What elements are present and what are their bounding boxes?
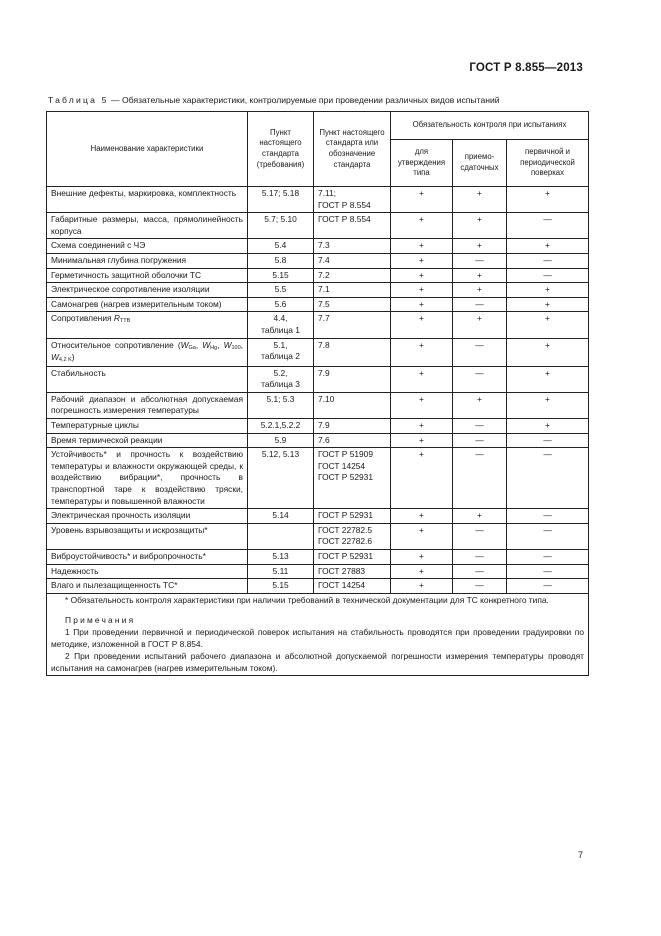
cell-periodic: — [507,509,589,524]
table-row [47,579,589,594]
header-control-group: Обязательность контроля при испытаниях [391,112,589,140]
cell-clause: 5.9 [248,433,314,448]
characteristic-text: Габаритные размеры, масса, прямолинейность корпуса [51,214,243,236]
cell-periodic: — [507,268,589,283]
cell-characteristic [47,338,248,366]
header-acceptance: приемо-сдаточных [453,140,507,187]
cell-type-approval: + [391,579,453,594]
cell-acceptance: — [453,433,507,448]
cell-type-approval: + [391,392,453,418]
characteristic-text: Время термической реакции [51,434,163,445]
subscript: 100 [231,344,241,351]
table-row [47,297,589,312]
cell-acceptance: + [453,312,507,338]
cell-acceptance: — [453,338,507,366]
cell-characteristic [47,283,248,298]
cell-standard: ГОСТ 27883 [314,564,391,579]
cell-characteristic [47,187,248,213]
cell-standard: 7.9 [314,366,391,392]
cell-periodic: + [507,366,589,392]
cell-standard: 7.11; ГОСТ Р 8.554 [314,187,391,213]
table-row [47,213,589,239]
cell-periodic: — [507,579,589,594]
cell-periodic: — [507,550,589,565]
cell-characteristic [47,253,248,268]
characteristic-text: Минимальная глубина погружения [51,254,187,265]
cell-clause: 5.6 [248,297,314,312]
cell-standard: ГОСТ 22782.5 ГОСТ 22782.6 [314,523,391,549]
cell-periodic: + [507,239,589,254]
cell-acceptance: + [453,268,507,283]
cell-periodic: + [507,392,589,418]
cell-type-approval: + [391,312,453,338]
cell-periodic: — [507,523,589,549]
table-row [47,550,589,565]
table-row [47,366,589,392]
cell-clause [248,523,314,549]
cell-standard: 7.6 [314,433,391,448]
cell-clause: 5.1; 5.3 [248,392,314,418]
cell-periodic: + [507,187,589,213]
table-caption [48,95,500,105]
cell-type-approval: + [391,433,453,448]
cell-acceptance: + [453,509,507,524]
cell-clause: 5.5 [248,283,314,298]
cell-acceptance: — [453,523,507,549]
cell-clause: 4.4, таблица 1 [248,312,314,338]
table-row [47,392,589,418]
cell-characteristic [47,213,248,239]
cell-periodic: — [507,433,589,448]
cell-characteristic [47,268,248,283]
cell-characteristic [47,297,248,312]
cell-characteristic [47,392,248,418]
table-row [47,419,589,434]
table-row [47,338,589,366]
cell-periodic: + [507,283,589,298]
characteristic-text: Схема соединений с ЧЭ [51,240,146,251]
cell-type-approval: + [391,187,453,213]
cell-standard: 7.1 [314,283,391,298]
cell-clause: 5.11 [248,564,314,579]
characteristic-text: Виброустойчивость* и вибропрочность* [51,551,206,561]
table-notes [47,593,589,676]
cell-clause: 5.15 [248,268,314,283]
table-row [47,312,589,338]
cell-acceptance: + [453,187,507,213]
header-clause: Пункт настоящего стандарта (требования) [248,112,314,187]
document-header: ГОСТ Р 8.855—2013 [469,62,583,74]
cell-acceptance: + [453,213,507,239]
cell-acceptance: + [453,239,507,254]
cell-standard: 7.5 [314,297,391,312]
table-row [47,433,589,448]
characteristic-text: Герметичность защитной оболочки ТС [51,269,202,280]
cell-characteristic [47,419,248,434]
cell-periodic: — [507,213,589,239]
cell-standard: ГОСТ Р 51909 ГОСТ 14254 ГОСТ Р 52931 [314,448,391,509]
cell-acceptance: — [453,550,507,565]
cell-acceptance: — [453,366,507,392]
cell-characteristic [47,564,248,579]
cell-clause: 5.2, таблица 3 [248,366,314,392]
cell-standard: 7.4 [314,253,391,268]
characteristic-text: Надежность [51,565,99,576]
cell-type-approval: + [391,338,453,366]
cell-standard: 7.10 [314,392,391,418]
cell-type-approval: + [391,550,453,565]
characteristic-text: Рабочий диапазон и абсолютная допускаемая погрешность измерения температуры [51,393,243,416]
table-row [47,564,589,579]
footnote: * Обязательность контроля характеристики при наличии требований в технической документации для ТС конкретного типа. [65,594,549,605]
cell-clause: 5.13 [248,550,314,565]
cell-periodic: + [507,419,589,434]
table-row [47,187,589,213]
cell-type-approval: + [391,419,453,434]
cell-clause: 5.8 [248,253,314,268]
cell-clause: 5.2.1,5.2.2 [248,419,314,434]
subscript: Hg [210,344,218,351]
characteristic-text: Сопротивления RТТВ [51,313,131,325]
cell-characteristic [47,579,248,594]
characteristic-text: Уровень взрывозащиты и искрозащиты* [51,524,208,535]
table-row [47,283,589,298]
cell-acceptance: + [453,392,507,418]
cell-standard: 7.3 [314,239,391,254]
cell-characteristic [47,509,248,524]
cell-characteristic [47,433,248,448]
cell-standard: 7.9 [314,419,391,434]
characteristic-text: Электрическое сопротивление изоляции [51,284,210,295]
cell-acceptance: — [453,253,507,268]
cell-type-approval: + [391,366,453,392]
header-standard: Пункт настоящего стандарта или обозначение стандарта [314,112,391,187]
cell-acceptance: — [453,419,507,434]
cell-clause: 5.4 [248,239,314,254]
cell-periodic: + [507,297,589,312]
cell-clause: 5.14 [248,509,314,524]
characteristic-text: Устойчивость* и прочность к воздействию температуры и влажности окружающей среды, к воздействию вибрации*, прочность в транспортной таре к воздействию тряски, температуры и повышенной влажности [51,449,243,506]
note-1: 1 При проведении первичной и периодической поверок испытания на стабильность проводятся при проведении градуировки по методике, изложенной в ГОСТ Р 8.854. [51,627,584,650]
cell-periodic: + [507,312,589,338]
cell-clause: 5.1, таблица 2 [248,338,314,366]
header-periodic: первичной и периодической поверках [507,140,589,187]
cell-characteristic [47,550,248,565]
cell-periodic: — [507,253,589,268]
characteristic-text: Внешние дефекты, маркировка, комплектность [51,188,237,198]
cell-type-approval: + [391,297,453,312]
header-type-approval: для утверждения типа [391,140,453,187]
cell-clause: 5.17; 5.18 [248,187,314,213]
cell-acceptance: — [453,579,507,594]
cell-standard: ГОСТ Р 52931 [314,509,391,524]
cell-type-approval: + [391,523,453,549]
cell-clause: 5.7; 5.10 [248,213,314,239]
cell-periodic: — [507,448,589,509]
cell-clause: 5.12, 5.13 [248,448,314,509]
table-row [47,448,589,509]
characteristic-text: Электрическая прочность изоляции [51,510,191,521]
cell-standard: ГОСТ Р 8.554 [314,213,391,239]
cell-characteristic [47,312,248,338]
cell-type-approval: + [391,213,453,239]
characteristic-text: Влаго и пылезащищенность ТС* [51,580,178,591]
table-row [47,509,589,524]
notes-title: Примечания [65,614,136,625]
cell-characteristic [47,523,248,549]
table-caption-lead: Таблица 5 [48,95,109,105]
cell-standard: ГОСТ Р 52931 [314,550,391,565]
cell-type-approval: + [391,564,453,579]
table-row [47,239,589,254]
subscript: 4,2 K [58,357,72,364]
cell-acceptance: + [453,283,507,298]
requirements-table [46,111,589,676]
table-row [47,253,589,268]
cell-standard: ГОСТ 14254 [314,579,391,594]
subscript: ТТВ [119,318,131,325]
cell-type-approval: + [391,253,453,268]
table-caption-text: — Обязательные характеристики, контролируемые при проведении различных видов испытаний [108,95,500,105]
characteristic-text: Относительное сопротивление (WGa, WHg, W100, W4,2 K) [51,339,243,364]
cell-type-approval: + [391,509,453,524]
cell-standard: 7.8 [314,338,391,366]
page-number: 7 [577,850,583,860]
cell-acceptance: — [453,297,507,312]
cell-standard: 7.7 [314,312,391,338]
cell-characteristic [47,239,248,254]
cell-characteristic [47,448,248,509]
cell-type-approval: + [391,239,453,254]
characteristic-text: Стабильность [51,367,106,378]
cell-acceptance: — [453,564,507,579]
characteristic-text: Температурные циклы [51,420,139,431]
table-row [47,268,589,283]
cell-clause: 5.15 [248,579,314,594]
header-name: Наименование характеристики [47,112,248,187]
cell-type-approval: + [391,268,453,283]
cell-characteristic [47,366,248,392]
note-2: 2 При проведении испытаний рабочего диапазона и абсолютной допускаемой погрешности измерения температуры проводят испытания на самонагрев (нагрев измерительным током). [51,650,584,673]
cell-periodic: + [507,338,589,366]
cell-standard: 7.2 [314,268,391,283]
cell-type-approval: + [391,448,453,509]
cell-acceptance: — [453,448,507,509]
subscript: Ga [188,344,196,351]
cell-type-approval: + [391,283,453,298]
cell-periodic: — [507,564,589,579]
characteristic-text: Самонагрев (нагрев измерительным током) [51,298,222,309]
table-row [47,523,589,549]
